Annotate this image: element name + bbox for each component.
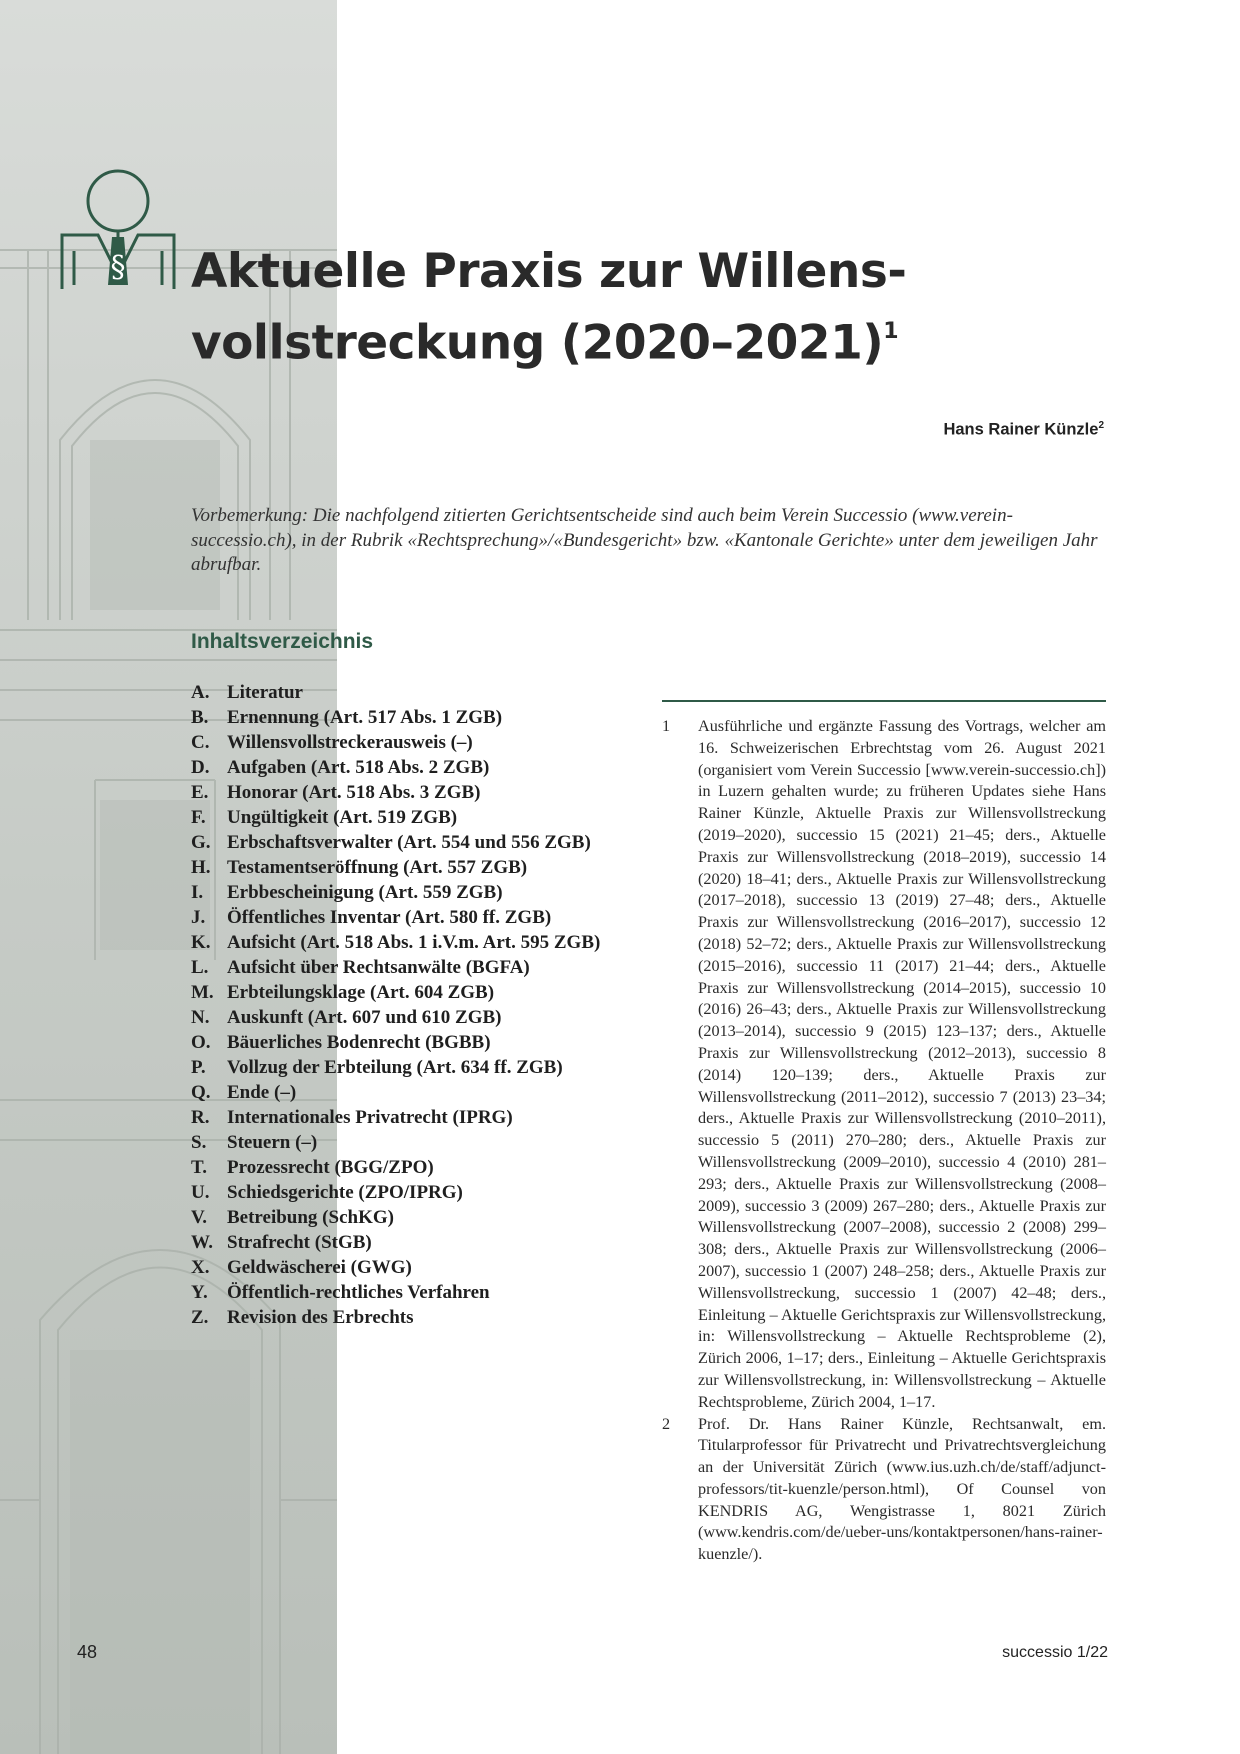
toc-item-letter: F. bbox=[191, 807, 206, 828]
toc-item-text: Schiedsgerichte (ZPO/IPRG) bbox=[227, 1182, 463, 1203]
toc-item-text: Internationales Privatrecht (IPRG) bbox=[227, 1107, 513, 1128]
toc-item-text: Betreibung (SchKG) bbox=[227, 1207, 394, 1228]
toc-item bbox=[191, 855, 661, 880]
toc-item-letter: H. bbox=[191, 857, 211, 878]
author-line bbox=[943, 420, 1104, 440]
toc-item bbox=[191, 1055, 661, 1080]
toc-item bbox=[191, 705, 661, 730]
toc-item-letter: S. bbox=[191, 1132, 207, 1153]
toc-item-letter: Z. bbox=[191, 1307, 209, 1328]
toc-item-text: Aufsicht (Art. 518 Abs. 1 i.V.m. Art. 595 ZGB) bbox=[227, 932, 601, 953]
page-number: 48 bbox=[77, 1642, 98, 1662]
toc-item-text: Revision des Erbrechts bbox=[227, 1307, 414, 1328]
toc-item bbox=[191, 730, 661, 755]
toc-item-letter: R. bbox=[191, 1107, 210, 1128]
footnote-text: Prof. Dr. Hans Rainer Künzle, Rechtsanwalt, em. Titularprofessor für Privatrecht und Privatrechtsvergleichung an der Universität Zürich (www.ius.uzh.ch/de/staff/adjunct-professors/tit-kuenzle/person.html), Of Counsel von KENDRIS AG, Wengistrasse 1, 8021 Zürich (www.kendris.com/de/ueber-uns/kontaktpersonen/hans-rainer-kuenzle/). bbox=[698, 1414, 1106, 1564]
footnote-divider bbox=[662, 700, 1106, 702]
author-name: Hans Rainer Künzle bbox=[943, 420, 1099, 439]
toc-item-letter: W. bbox=[191, 1232, 214, 1253]
footnote-number: 2 bbox=[662, 1414, 671, 1433]
toc-item-text: Ende (–) bbox=[227, 1082, 297, 1103]
toc-heading: Inhaltsverzeichnis bbox=[191, 630, 374, 653]
toc-item bbox=[191, 1130, 661, 1155]
toc-item-letter: C. bbox=[191, 732, 210, 753]
toc-item-letter: O. bbox=[191, 1032, 211, 1053]
toc-item-letter: J. bbox=[191, 907, 206, 928]
toc-item-letter: A. bbox=[191, 682, 210, 703]
toc-item bbox=[191, 1180, 661, 1205]
toc-item-text: Bäuerliches Bodenrecht (BGBB) bbox=[227, 1032, 491, 1053]
footnote-number: 1 bbox=[662, 717, 671, 735]
toc-item bbox=[191, 1255, 661, 1280]
title-footnote-ref: 1 bbox=[883, 319, 899, 344]
toc-item-letter: V. bbox=[191, 1207, 208, 1228]
toc-item-letter: X. bbox=[191, 1257, 210, 1278]
toc-item-letter: E. bbox=[191, 782, 209, 803]
toc-item-text: Aufgaben (Art. 518 Abs. 2 ZGB) bbox=[227, 757, 490, 778]
toc-item bbox=[191, 1080, 661, 1105]
toc-item-letter: M. bbox=[191, 982, 214, 1003]
toc-item bbox=[191, 1205, 661, 1230]
toc-item bbox=[191, 955, 661, 980]
toc-item-letter: U. bbox=[191, 1182, 210, 1203]
toc-item-text: Erbbescheinigung (Art. 559 ZGB) bbox=[227, 882, 503, 903]
toc-item-letter: K. bbox=[191, 932, 211, 953]
toc-item bbox=[191, 880, 661, 905]
toc-item-letter: Y. bbox=[191, 1282, 208, 1303]
title-line-2: vollstreckung (2020–2021) bbox=[191, 315, 884, 371]
toc-item bbox=[191, 830, 661, 855]
toc-item bbox=[191, 1005, 661, 1030]
table-of-contents bbox=[191, 680, 661, 1330]
toc-item bbox=[191, 755, 661, 780]
toc-item-text: Honorar (Art. 518 Abs. 3 ZGB) bbox=[227, 782, 481, 803]
toc-item-letter: N. bbox=[191, 1007, 210, 1028]
toc-item-letter: D. bbox=[191, 757, 210, 778]
toc-item-text: Öffentlich-rechtliches Verfahren bbox=[227, 1282, 490, 1303]
toc-item-text: Testamentseröffnung (Art. 557 ZGB) bbox=[227, 857, 528, 878]
toc-item bbox=[191, 1305, 661, 1330]
toc-item-letter: B. bbox=[191, 707, 209, 728]
toc-item-letter: G. bbox=[191, 832, 211, 853]
toc-item-text: Vollzug der Erbteilung (Art. 634 ff. ZGB) bbox=[227, 1057, 563, 1078]
toc-item-text: Erbteilungsklage (Art. 604 ZGB) bbox=[227, 982, 495, 1003]
footnote bbox=[662, 1414, 1106, 1567]
toc-item-text: Steuern (–) bbox=[227, 1132, 318, 1153]
toc-item-letter: T. bbox=[191, 1157, 208, 1178]
toc-item bbox=[191, 680, 661, 705]
toc-item-text: Ernennung (Art. 517 Abs. 1 ZGB) bbox=[227, 707, 503, 728]
toc-item-letter: P. bbox=[191, 1057, 206, 1078]
toc-item bbox=[191, 1105, 661, 1130]
toc-item bbox=[191, 805, 661, 830]
svg-text:§: § bbox=[110, 250, 126, 285]
footnotes bbox=[662, 716, 1106, 1566]
toc-item-letter: L. bbox=[191, 957, 209, 978]
footnote-text: Ausführliche und ergänzte Fassung des Vortrags, welcher am 16. Schweizerischen Erbrechtstag vom 26. August 2021 (organisiert vom Verein Successio [www.verein-successio.ch]) in Luzern gehalten wurde; zu früheren Updates siehe Hans Rainer Künzle, Aktuelle Praxis zur Willensvollstreckung (2019–2020), successio 15 (2021) 21–45; ders., Aktuelle Praxis zur Willensvollstreckung (2018–2019), successio 14 (2020) 18–41; ders., Aktuelle Praxis zur Willensvollstreckung (2017–2018), successio 13 (2019) 27–48; ders., Aktuelle Praxis zur Willensvollstreckung (2016–2017), successio 12 (2018) 52–72; ders., Aktuelle Praxis zur Willensvollstreckung (2015–2016), successio 11 (2017) 21–44; ders., Aktuelle Praxis zur Willensvollstreckung (2014–2015), successio 10 (2016) 26–43; ders., Aktuelle Praxis zur Willensvollstreckung (2013–2014), successio 9 (2015) 123–137; ders., Aktuelle Praxis zur Willensvollstreckung (2012–2013), successio 8 (2014) 120–139; ders., Aktuelle Praxis zur Willensvollstreckung (2011–2012), successio 7 (2013) 23–34; ders., Aktuelle Praxis zur Willensvollstreckung (2010–2011), successio 5 (2011) 270–280; ders., Aktuelle Praxis zur Willensvollstreckung (2009–2010), successio 4 (2010) 281–293; ders., Aktuelle Praxis zur Willensvollstreckung (2008–2009), successio 3 (2009) 267–280; ders., Aktuelle Praxis zur Willensvollstreckung (2007–2008), successio 2 (2008) 299–308; ders., Aktuelle Praxis zur Willensvollstreckung (2006–2007), successio 1 (2007) 248–258; ders., Aktuelle Praxis zur Willensvollstreckung, successio 1 (2007) 42–48; ders., Einleitung – Aktuelle Gerichtspraxis zur Willensvollstreckung, in: Willensvollstreckung – Aktuelle Rechtsprobleme (2), Zürich 2006, 1–17; ders., Einleitung – Aktuelle Gerichtspraxis zur Willensvollstreckung, in: Willensvollstreckung – Aktuelle Rechtsprobleme, Zürich 2004, 1–17. bbox=[698, 717, 1106, 1411]
toc-item-letter: Q. bbox=[191, 1082, 211, 1103]
toc-item bbox=[191, 780, 661, 805]
toc-item-text: Öffentliches Inventar (Art. 580 ff. ZGB) bbox=[227, 907, 552, 928]
toc-item bbox=[191, 1030, 661, 1055]
person-paragraph-logo-icon bbox=[58, 163, 180, 289]
preliminary-note: Vorbemerkung: Die nachfolgend zitierten Gerichtsentscheide sind auch beim Verein Successio (www.verein-successio.ch), in der Rubrik «Rechtsprechung»/«Bundesgericht» bzw. «Kantonale Gerichte» unter dem jeweiligen Jahr abrufbar. bbox=[191, 505, 1098, 575]
toc-item-text: Erbschaftsverwalter (Art. 554 und 556 ZGB) bbox=[227, 832, 591, 853]
title-line-1: Aktuelle Praxis zur Willens- bbox=[191, 244, 907, 299]
toc-item bbox=[191, 980, 661, 1005]
author-footnote-ref: 2 bbox=[1098, 420, 1104, 431]
toc-item-text: Strafrecht (StGB) bbox=[227, 1232, 372, 1253]
toc-item bbox=[191, 1155, 661, 1180]
toc-item bbox=[191, 905, 661, 930]
toc-item bbox=[191, 1280, 661, 1305]
toc-item-text: Prozessrecht (BGG/ZPO) bbox=[227, 1157, 434, 1178]
toc-item-text: Ungültigkeit (Art. 519 ZGB) bbox=[227, 807, 458, 828]
toc-item-text: Willensvollstreckerausweis (–) bbox=[227, 732, 473, 753]
footnote bbox=[662, 716, 1106, 1414]
toc-item-text: Aufsicht über Rechtsanwälte (BGFA) bbox=[227, 957, 530, 978]
journal-issue: successio 1/22 bbox=[1002, 1644, 1108, 1661]
toc-item bbox=[191, 930, 661, 955]
toc-item-text: Literatur bbox=[227, 682, 303, 703]
toc-item-letter: I. bbox=[191, 882, 204, 903]
toc-item bbox=[191, 1230, 661, 1255]
toc-item-text: Auskunft (Art. 607 und 610 ZGB) bbox=[227, 1007, 502, 1028]
article-title bbox=[191, 240, 1151, 376]
toc-item-text: Geldwäscherei (GWG) bbox=[227, 1257, 412, 1278]
